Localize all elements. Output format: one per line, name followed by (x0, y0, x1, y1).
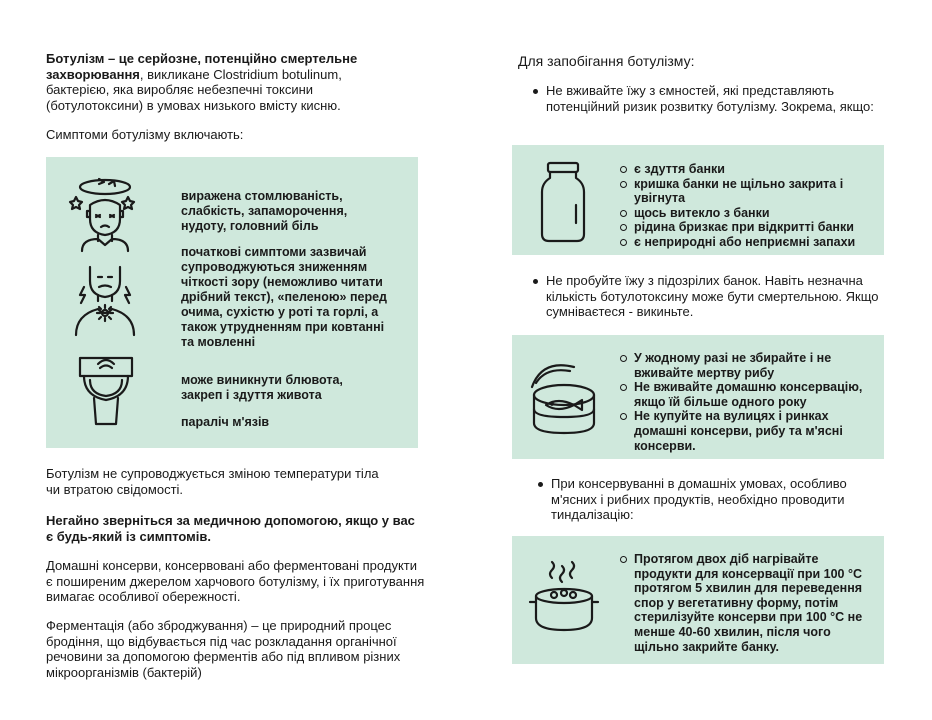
fermentation-text: Ферментація (або зброджування) – це природний процес бродіння, що відбувається під час розкладання органічної речовини за допомогою ферментів або під впливом різних мікроорганізмів (бактерій) (46, 618, 401, 680)
intro-rest: , викликане Clostridium botulinum, бактерією, яка виробляє небезпечні токсини (ботулотоксини) в умовах низького вмісту кисню. (46, 66, 342, 113)
urgent-notice: Негайно зверніться за медичною допомогою, якщо у вас є будь-який із симптомів. (46, 513, 415, 544)
jar-icon (538, 161, 588, 243)
pot-list (620, 552, 870, 654)
jar-list-item: є неприродні або неприємні запахи (620, 235, 860, 250)
home-canned-text: Домашні консерви, консервовані або ферментовані продукти є поширеним джерелом харчового ботулізму, і їх приготування вимагає особливої обережності. (46, 558, 425, 604)
sore-throat-icon (72, 265, 138, 337)
fish-can-box (512, 335, 884, 459)
prevention-bullet-2: Не пробуйте їжу з підозрілих банок. Навіть незначна кількість ботулотоксину може бути смертельною. Якщо сумніваєтеся - викиньте. (546, 273, 879, 319)
jar-list (620, 162, 860, 250)
jar-list-item: рідина бризкає при відкритті банки (620, 220, 860, 235)
fish-list (620, 351, 870, 453)
prevention-bullet-1: Не вживайте їжу з ємностей, які представляють потенційний ризик розвитку ботулізму. Зокрема, якщо: (546, 83, 874, 114)
dizzy-head-icon (72, 175, 138, 251)
symptom-1: виражена стомлюваність, слабкість, запаморочення, нудоту, головний біль (181, 189, 348, 233)
pot-list-item: Протягом двох діб нагрівайте продукти для консервації при 100 °С протягом 5 хвилин для переведення спор у вегетативну форму, потім стерилізуйте консерви при 100 °С не менше 40-60 хвилин, після чого щільно закрийте банку. (620, 552, 870, 654)
steaming-pot-icon (528, 564, 600, 634)
prevention-heading: Для запобігання ботулізму: (518, 53, 695, 69)
jar-list-item: щось витекло з банки (620, 206, 860, 221)
intro-bold: Ботулізм – це серйозне, потенційно смертельне захворювання (46, 51, 358, 82)
jar-list-item: є здуття банки (620, 162, 860, 177)
intro-paragraph (46, 51, 376, 113)
symptoms-box (46, 157, 418, 448)
toilet-vomit-icon (76, 354, 136, 426)
no-fever-text: Ботулізм не супроводжується зміною температури тіла чи втратою свідомості. (46, 466, 379, 497)
symptom-2: початкові симптоми зазвичай супроводжуються зниженням чіткості зору (неможливо читати дрібний текст), «пеленою» перед очима, сухістю у роті та горлі, а також утрудненням при ковтанні та мовленні (181, 245, 387, 349)
fish-list-item: Не купуйте на вулицях і ринках домашні консерви, рибу та м'ясні консерви. (620, 409, 870, 453)
fish-can-icon (530, 359, 600, 433)
bullet-dot (533, 89, 538, 94)
fish-list-item: У жодному разі не збирайте і не вживайте мертву рибу (620, 351, 870, 380)
fish-list-item: Не вживайте домашню консервацію, якщо їй більше одного року (620, 380, 870, 409)
symptoms-heading: Симптоми ботулізму включають: (46, 127, 244, 142)
jar-box (512, 145, 884, 255)
jar-list-item: кришка банки не щільно закрита і увігнута (620, 177, 860, 206)
prevention-bullet-3: При консервуванні в домашніх умовах, особливо м'ясних і рибних продуктів, необхідно проводити тиндалізацію: (551, 476, 847, 522)
symptom-4: параліч м'язів (181, 415, 270, 429)
bullet-dot (538, 482, 543, 487)
pot-box (512, 536, 884, 664)
symptom-3: може виникнути блювота, закреп і здуття живота (181, 373, 343, 402)
bullet-dot (533, 279, 538, 284)
